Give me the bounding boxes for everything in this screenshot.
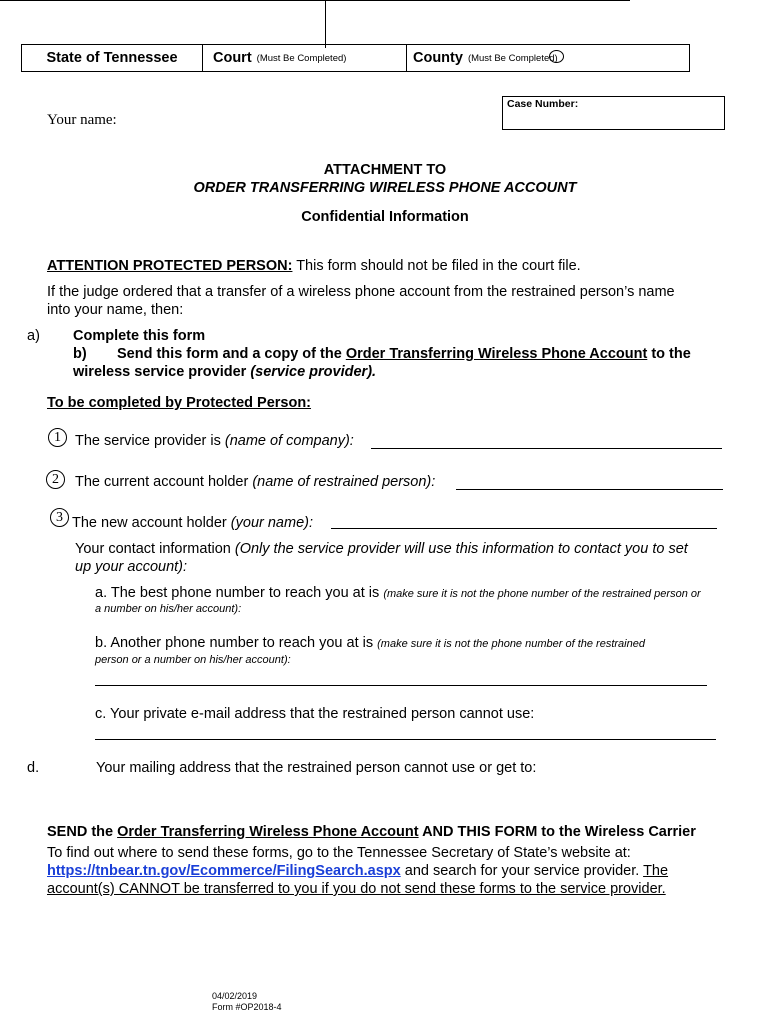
email-field[interactable] xyxy=(95,739,716,740)
title-line1: ATTACHMENT TO xyxy=(323,162,447,178)
court-note: (Must Be Completed) xyxy=(256,52,347,64)
item1-question xyxy=(75,433,354,449)
item1-text: The service provider is xyxy=(75,433,225,449)
county-label: County xyxy=(413,50,463,66)
send-heading xyxy=(47,824,696,840)
top-divider-line xyxy=(325,0,326,48)
contact-a-line1 xyxy=(95,585,701,601)
item2-question xyxy=(75,474,435,490)
send-line3 xyxy=(47,863,668,879)
send-post: AND THIS FORM to the Wireless Carrier xyxy=(418,824,696,840)
step-b-pre: Send this form and a copy of the xyxy=(117,346,346,362)
step-b-marker: b) xyxy=(73,346,87,362)
sos-website-link[interactable]: https://tnbear.tn.gov/Ecommerce/FilingSearch.aspx xyxy=(47,863,401,879)
contact-b-note: (make sure it is not the phone number of the restrained xyxy=(377,638,645,650)
intro-line1: If the judge ordered that a transfer of a wireless phone account from the restrained person’s name xyxy=(47,284,675,300)
intro-line2: into your name, then: xyxy=(47,302,184,318)
item2-text: The current account holder xyxy=(75,474,253,490)
item3-text: The new account holder xyxy=(72,515,231,531)
contact-a-note2: a number on his/her account): xyxy=(95,603,242,615)
court-label: Court xyxy=(213,50,252,66)
send-order-title: Order Transferring Wireless Phone Account xyxy=(117,824,419,840)
case-number-label: Case Number: xyxy=(507,98,579,110)
footer-form-number: Form #OP2018-4 xyxy=(212,1002,282,1012)
contact-b-note2: person or a number on his/her account): xyxy=(95,654,291,666)
contact-a-text: a. The best phone number to reach you at is xyxy=(95,585,384,601)
your-name-label: Your name: xyxy=(47,112,117,128)
state-cell xyxy=(22,45,202,71)
step-a-text: Complete this form xyxy=(73,328,206,344)
service-provider-field[interactable] xyxy=(371,448,722,449)
contact-intro-italic2: up your account): xyxy=(75,559,188,575)
another-phone-field[interactable] xyxy=(95,685,707,686)
send-line2: To find out where to send these forms, go to the Tennessee Secretary of State’s website at: xyxy=(47,845,631,861)
send-line3-underlined: The xyxy=(643,863,669,879)
header-table xyxy=(21,44,690,72)
title-line3: Confidential Information xyxy=(301,209,469,225)
contact-b-line1 xyxy=(95,635,645,651)
county-note: (Must Be Completed) xyxy=(467,52,558,64)
step-b-order-title: Order Transferring Wireless Phone Account xyxy=(345,346,648,362)
contact-intro-text: Your contact information xyxy=(75,541,235,557)
send-line3-mid: and search for your service provider. xyxy=(400,863,644,879)
contact-intro-italic: (Only the service provider will use this information to contact you to set xyxy=(234,541,688,557)
item-d-text: Your mailing address that the restrained person cannot use or get to: xyxy=(96,760,537,776)
item-number-2: 2 xyxy=(46,470,65,489)
to-be-completed-heading: To be completed by Protected Person: xyxy=(47,395,312,411)
item-number-1: 1 xyxy=(48,428,67,447)
case-number-box[interactable] xyxy=(502,96,725,130)
step-b-line2-text: wireless service provider xyxy=(73,364,251,380)
attention-notice xyxy=(47,258,581,274)
step-b-line2 xyxy=(73,364,376,380)
new-account-holder-field[interactable] xyxy=(331,528,717,529)
attention-heading: ATTENTION PROTECTED PERSON: xyxy=(47,258,293,274)
step-b-line1 xyxy=(73,346,691,362)
county-cell[interactable] xyxy=(406,45,689,71)
item-d-marker: d. xyxy=(27,760,40,776)
item3-question xyxy=(72,515,313,531)
send-line4: account(s) CANNOT be transferred to you if you do not send these forms to the service provider. xyxy=(47,881,666,897)
contact-a-note: (make sure it is not the phone number of the restrained person or xyxy=(383,588,701,600)
attention-text: This form should not be filed in the court file. xyxy=(292,258,581,274)
state-label: State of Tennessee xyxy=(46,50,178,66)
item2-italic: (name of restrained person): xyxy=(252,474,436,490)
send-pre: SEND the xyxy=(47,824,118,840)
step-b-line2-italic: (service provider). xyxy=(250,364,377,380)
step-b-post: to the xyxy=(647,346,691,362)
item1-italic: (name of company): xyxy=(224,433,354,449)
footer-date: 04/02/2019 xyxy=(212,991,258,1001)
item-number-3: 3 xyxy=(50,508,69,527)
contact-b-text: b. Another phone number to reach you at is xyxy=(95,635,378,651)
court-cell[interactable] xyxy=(202,45,406,71)
contact-c-text: c. Your private e-mail address that the restrained person cannot use: xyxy=(95,706,535,722)
top-rule xyxy=(0,0,630,1)
small-circle-mark xyxy=(549,50,564,63)
contact-intro xyxy=(75,541,688,557)
step-a-marker: a) xyxy=(27,328,40,344)
title-line2: ORDER TRANSFERRING WIRELESS PHONE ACCOUNT xyxy=(193,180,577,196)
item3-italic: (your name): xyxy=(230,515,313,531)
current-account-holder-field[interactable] xyxy=(456,489,723,490)
